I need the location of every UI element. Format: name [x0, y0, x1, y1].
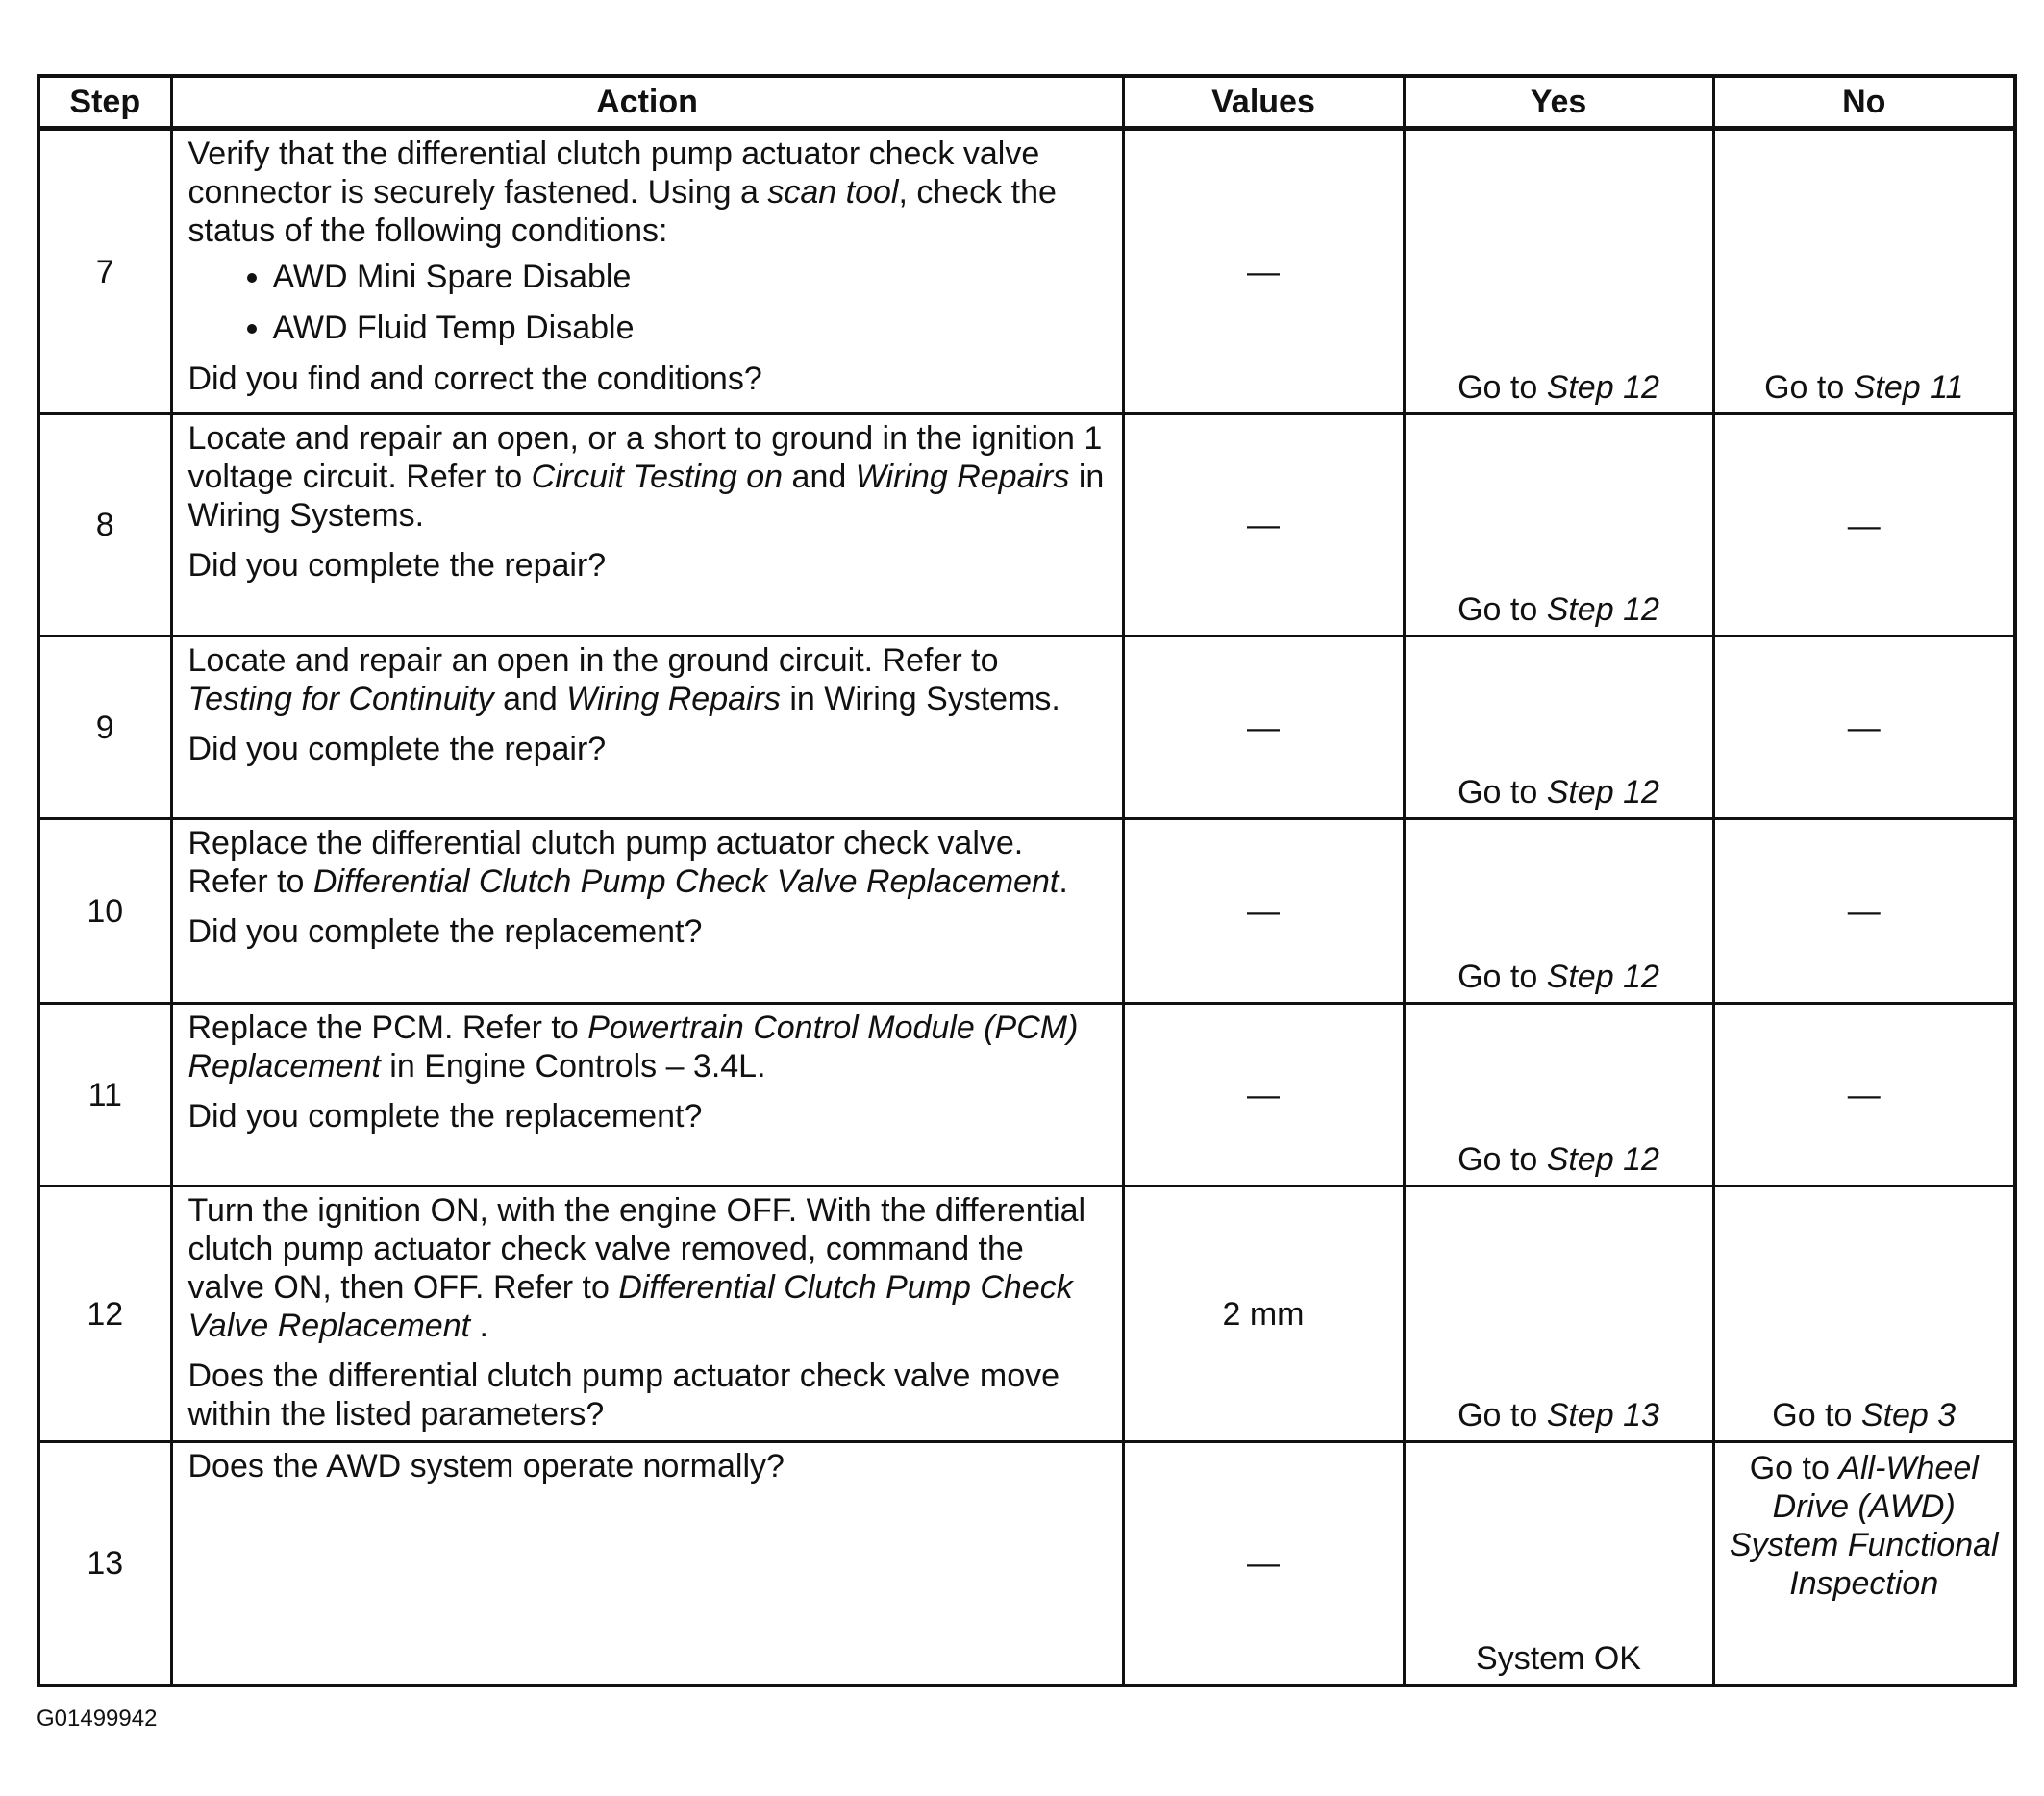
step-number: 12 [38, 1186, 171, 1442]
header-yes: Yes [1404, 76, 1713, 129]
action-cell [171, 1186, 1123, 1442]
action-question: Does the AWD system operate normally? [187, 1448, 785, 1484]
figure-id: G01499942 [37, 1706, 158, 1732]
action-question: Did you complete the repair? [187, 547, 607, 584]
yes-cell: Go to Step 12 [1404, 1004, 1713, 1186]
action-cell [171, 819, 1123, 1004]
table-row [38, 1442, 2015, 1685]
diagnostic-table [37, 74, 2017, 1687]
values-cell: — [1123, 636, 1404, 819]
action-text: Turn the ignition ON, with the engine OFF. With the differential clutch pump actuator check valve removed, command the valve ON, then OFF. Refer to Differential Clutch Pump Check Valve Replacement . [187, 1192, 1086, 1344]
no-cell: — [1713, 414, 2015, 636]
table-row [38, 819, 2015, 1004]
step-number: 7 [38, 129, 171, 414]
values-cell: — [1123, 129, 1404, 414]
header-action: Action [171, 76, 1123, 129]
step-number: 10 [38, 819, 171, 1004]
condition-list [188, 258, 1109, 347]
yes-cell: Go to Step 12 [1404, 414, 1713, 636]
yes-cell: Go to Step 12 [1404, 636, 1713, 819]
action-cell [171, 1442, 1123, 1685]
step-number: 13 [38, 1442, 171, 1685]
action-text: Locate and repair an open, or a short to ground in the ignition 1 voltage circuit. Refer to Circuit Testing on and Wiring Repairs in Wiring Systems. [187, 420, 1105, 534]
action-text: Verify that the differential clutch pump actuator check valve connector is securely fastened. Using a scan tool, check the status of the following conditions: [187, 136, 1057, 249]
step-number: 9 [38, 636, 171, 819]
no-cell: Go to Step 11 [1713, 129, 2015, 414]
yes-cell: Go to Step 13 [1404, 1186, 1713, 1442]
yes-cell: Go to Step 12 [1404, 129, 1713, 414]
action-question: Did you complete the replacement? [187, 1098, 703, 1135]
step-number: 11 [38, 1004, 171, 1186]
table-row [38, 414, 2015, 636]
table-row [38, 1186, 2015, 1442]
no-cell: — [1713, 819, 2015, 1004]
list-item: • AWD Fluid Temp Disable [273, 309, 1109, 347]
header-values: Values [1123, 76, 1404, 129]
action-text: Replace the PCM. Refer to Powertrain Control Module (PCM) Replacement in Engine Controls – 3.4L. [187, 1010, 1079, 1085]
values-cell: 2 mm [1123, 1186, 1404, 1442]
header-no: No [1713, 76, 2015, 129]
action-question: Did you find and correct the conditions? [187, 361, 762, 397]
values-cell: — [1123, 414, 1404, 636]
table-row [38, 636, 2015, 819]
table-row [38, 1004, 2015, 1186]
no-cell: — [1713, 1004, 2015, 1186]
action-text: Replace the differential clutch pump actuator check valve. Refer to Differential Clutch Pump Check Valve Replacement. [187, 825, 1068, 900]
header-row [38, 76, 2015, 129]
action-question: Did you complete the repair? [187, 731, 607, 767]
action-question: Did you complete the replacement? [187, 913, 703, 950]
yes-cell: System OK [1404, 1442, 1713, 1685]
no-cell: Go to Step 3 [1713, 1186, 2015, 1442]
action-cell [171, 414, 1123, 636]
values-cell: — [1123, 819, 1404, 1004]
table-row [38, 129, 2015, 414]
action-question: Does the differential clutch pump actuator check valve move within the listed parameters? [187, 1358, 1060, 1433]
no-cell: — [1713, 636, 2015, 819]
action-cell [171, 636, 1123, 819]
action-text: Locate and repair an open in the ground circuit. Refer to Testing for Continuity and Wiring Repairs in Wiring Systems. [187, 642, 1060, 717]
action-cell [171, 1004, 1123, 1186]
step-number: 8 [38, 414, 171, 636]
values-cell: — [1123, 1442, 1404, 1685]
no-cell: Go to All-Wheel Drive (AWD) System Functional Inspection [1713, 1442, 2015, 1685]
yes-cell: Go to Step 12 [1404, 819, 1713, 1004]
action-cell [171, 129, 1123, 414]
list-item: • AWD Mini Spare Disable [273, 258, 1109, 296]
values-cell: — [1123, 1004, 1404, 1186]
header-step: Step [38, 76, 171, 129]
